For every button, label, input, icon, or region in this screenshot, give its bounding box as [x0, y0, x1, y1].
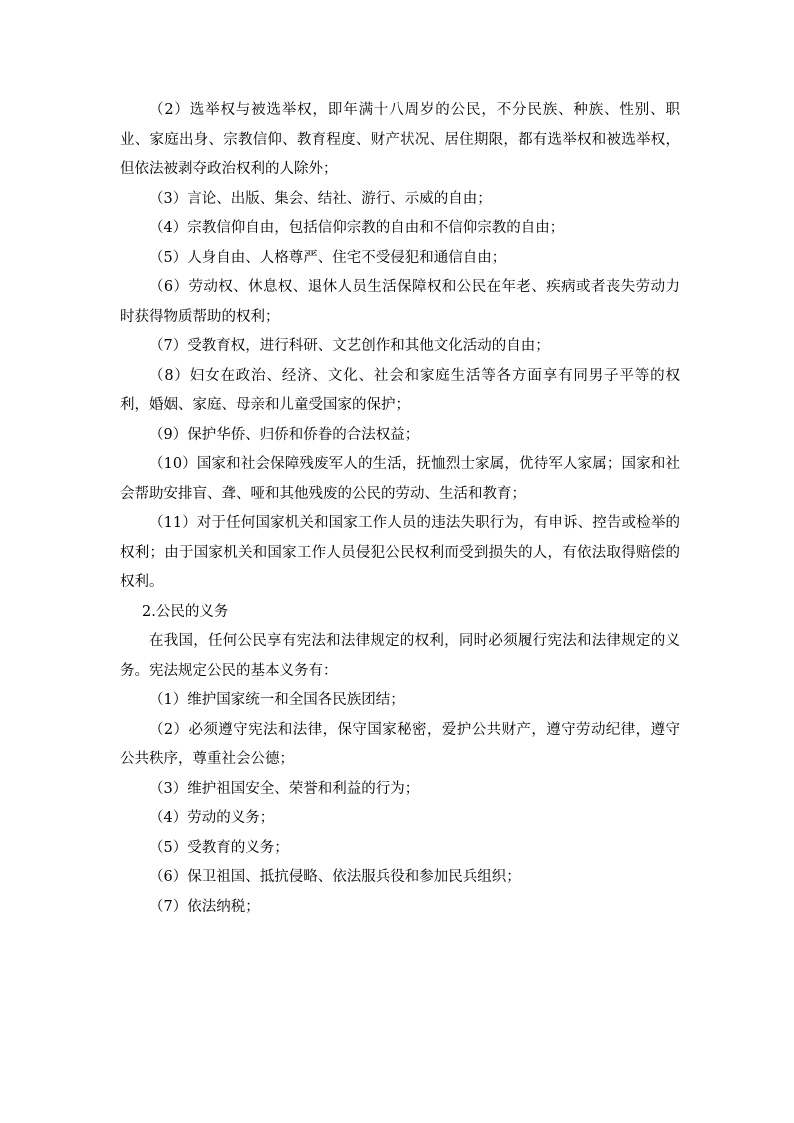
paragraph-duty-law: （2）必须遵守宪法和法律，保守国家秘密，爱护公共财产，遵守劳动纪律，遵守公共秩序，尊重社会公德；: [120, 721, 680, 767]
paragraph-right-person: （5）人身自由、人格尊严、住宅不受侵犯和通信自由；: [149, 249, 507, 266]
paragraph-duty-education: （5）受教育的义务；: [149, 839, 289, 856]
paragraph-duty-unity: （1）维护国家统一和全国各民族团结；: [149, 692, 405, 708]
paragraph-duty-tax: （7）依法纳税；: [149, 898, 260, 915]
paragraph-right-women: （8）妇女在政治、经济、文化、社会和家庭生活等各方面享有同男子平等的权利，婚姻、家庭、母亲和儿童受国家的保护；: [120, 367, 680, 413]
paragraph-right-religion: （4）宗教信仰自由，包括信仰宗教的自由和不信仰宗教的自由；: [149, 220, 565, 236]
paragraph-right-disabled: （10）国家和社会保障残废军人的生活，抚恤烈士家属，优待军人家属；国家和社会帮助安排盲、聋、哑和其他残废的公民的劳动、生活和教育；: [120, 456, 680, 502]
paragraph-right-labor: （6）劳动权、休息权、退休人员生活保障权和公民在年老、疾病或者丧失劳动力时获得物质帮助的权利；: [120, 279, 680, 325]
paragraph-right-election: （2）选举权与被选举权，即年满十八周岁的公民，不分民族、种族、性别、职业、家庭出身、宗教信仰、教育程度、财产状况、居住期限，都有选举权和被选举权，但依法被剥夺政治权利的人除外；: [120, 102, 680, 177]
paragraph-duty-security: （3）维护祖国安全、荣誉和利益的行为；: [149, 780, 420, 797]
paragraph-right-appeal: （11）对于任何国家机关和国家工作人员的违法失职行为，有申诉、控告或检举的权利；由于国家机关和国家工作人员侵犯公民权利而受到损失的人，有依法取得赔偿的权利。: [120, 515, 680, 590]
paragraph-duties-intro: 在我国，任何公民享有宪法和法律规定的权利，同时必须履行宪法和法律规定的义务。宪法规定公民的基本义务有：: [120, 633, 680, 679]
paragraph-right-education: （7）受教育权，进行科研、文艺创作和其他文化活动的自由；: [149, 338, 550, 354]
paragraph-duty-defense: （6）保卫祖国、抵抗侵略、依法服兵役和参加民兵组织；: [149, 869, 521, 885]
section-heading-duties: 2.公民的义务: [142, 603, 229, 620]
document-body: [120, 96, 680, 922]
paragraph-right-speech: （3）言论、出版、集会、结社、游行、示威的自由；: [149, 190, 492, 207]
paragraph-duty-labor: （4）劳动的义务；: [149, 810, 275, 826]
paragraph-right-overseas: （9）保护华侨、归侨和侨眷的合法权益；: [149, 426, 420, 443]
